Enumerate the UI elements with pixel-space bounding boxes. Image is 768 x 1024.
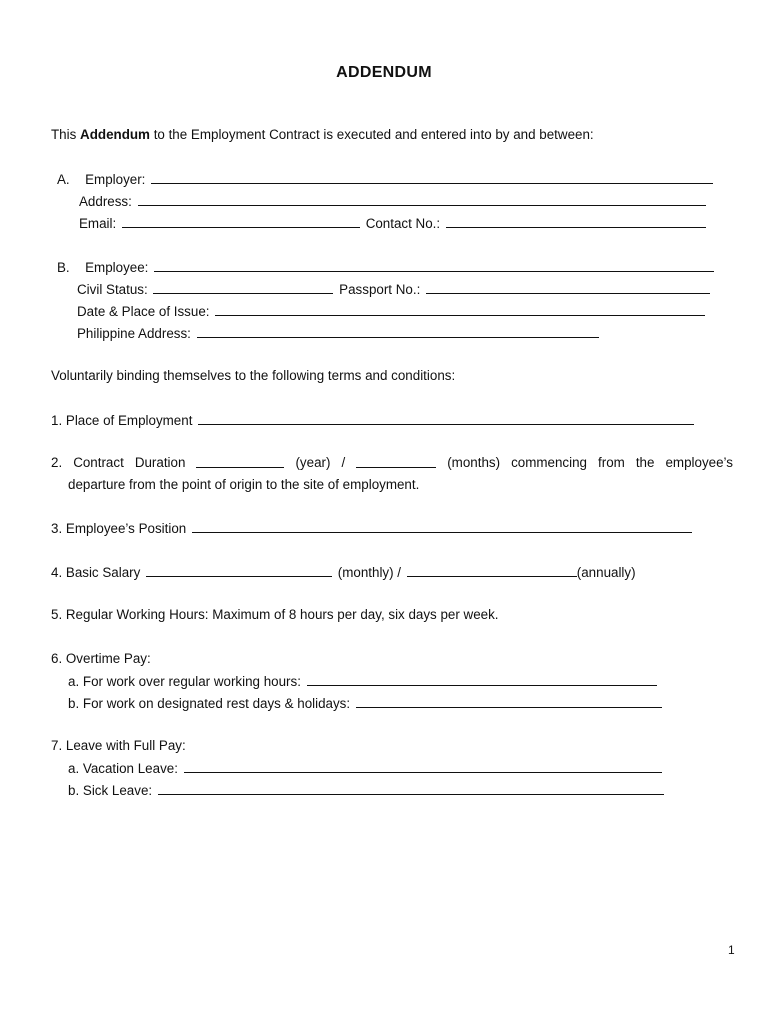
sick-leave-field[interactable]	[158, 781, 664, 795]
term-1-row	[51, 411, 694, 430]
overtime-regular-label: a. For work over regular working hours:	[68, 674, 301, 689]
duration-months-field[interactable]	[356, 454, 436, 468]
section-b-marker: B.	[57, 260, 70, 275]
passport-label: Passport No.:	[339, 282, 421, 297]
salary-monthly-label: (monthly) /	[337, 565, 402, 580]
term-2-row	[51, 454, 733, 472]
intro-post: to the Employment Contract is executed and entered into by and between:	[153, 127, 594, 142]
term-2-word-the: the	[635, 455, 655, 470]
term-6-heading: 6. Overtime Pay:	[51, 651, 151, 666]
term-2-number: 2.	[51, 455, 63, 470]
ph-address-row	[77, 324, 599, 343]
place-of-employment-field[interactable]	[198, 411, 694, 425]
date-place-row	[77, 302, 705, 321]
place-of-employment-label: 1. Place of Employment	[51, 413, 193, 428]
term-7a-row	[68, 759, 662, 778]
email-label: Email:	[79, 216, 117, 231]
section-a-marker: A.	[57, 172, 70, 187]
term-5-row: 5. Regular Working Hours: Maximum of 8 hours per day, six days per week.	[51, 607, 499, 622]
salary-monthly-field[interactable]	[146, 563, 332, 577]
email-field[interactable]	[122, 214, 360, 228]
overtime-rest-days-field[interactable]	[356, 694, 662, 708]
employer-field[interactable]	[151, 170, 713, 184]
term-3-row	[51, 519, 692, 538]
duration-slash: /	[341, 455, 346, 470]
intro-paragraph	[51, 126, 594, 144]
date-place-label: Date & Place of Issue:	[77, 304, 210, 319]
civil-status-label: Civil Status:	[77, 282, 148, 297]
sick-leave-label: b. Sick Leave:	[68, 783, 153, 798]
salary-annually-field[interactable]	[407, 563, 577, 577]
address-field[interactable]	[138, 192, 706, 206]
term-2-word-commencing: commencing	[511, 455, 587, 470]
employer-label: Employer:	[85, 172, 146, 187]
term-2-word-from: from	[598, 455, 625, 470]
ph-address-label: Philippine Address:	[77, 326, 191, 341]
term-2-word-contract: Contract	[73, 455, 124, 470]
page-number: 1	[728, 943, 735, 957]
document-title: ADDENDUM	[336, 64, 432, 81]
ph-address-field[interactable]	[197, 324, 599, 338]
intro-bold: Addendum	[80, 127, 150, 142]
term-7-heading: 7. Leave with Full Pay:	[51, 738, 186, 753]
term-6b-row	[68, 694, 662, 713]
address-label: Address:	[79, 194, 132, 209]
term-2-line-2: departure from the point of origin to the site of employment.	[68, 477, 420, 492]
employee-position-field[interactable]	[192, 519, 692, 533]
duration-year-field[interactable]	[196, 454, 284, 468]
employee-label: Employee:	[85, 260, 149, 275]
overtime-rest-days-label: b. For work on designated rest days & holidays:	[68, 696, 351, 711]
basic-salary-label: 4. Basic Salary	[51, 565, 141, 580]
intro-pre: This	[51, 127, 77, 142]
term-6a-row	[68, 672, 657, 691]
term-7b-row	[68, 781, 664, 800]
employee-row	[57, 258, 714, 277]
civil-passport-row	[77, 280, 710, 299]
employee-position-label: 3. Employee’s Position	[51, 521, 187, 536]
term-4-row	[51, 563, 636, 582]
employee-field[interactable]	[154, 258, 714, 272]
duration-year-label: (year)	[295, 455, 331, 470]
term-2-word-duration: Duration	[134, 455, 186, 470]
contact-field[interactable]	[446, 214, 706, 228]
binding-text: Voluntarily binding themselves to the following terms and conditions:	[51, 368, 456, 383]
email-contact-row	[79, 214, 706, 233]
term-2-word-employees: employee’s	[665, 455, 733, 470]
date-place-field[interactable]	[215, 302, 705, 316]
salary-annually-label: (annually)	[576, 565, 636, 580]
passport-field[interactable]	[426, 280, 710, 294]
civil-status-field[interactable]	[153, 280, 333, 294]
contact-label: Contact No.:	[365, 216, 441, 231]
vacation-leave-field[interactable]	[184, 759, 662, 773]
vacation-leave-label: a. Vacation Leave:	[68, 761, 178, 776]
address-row	[79, 192, 706, 211]
duration-months-label: (months)	[447, 455, 501, 470]
overtime-regular-field[interactable]	[307, 672, 657, 686]
employer-row	[57, 170, 713, 189]
